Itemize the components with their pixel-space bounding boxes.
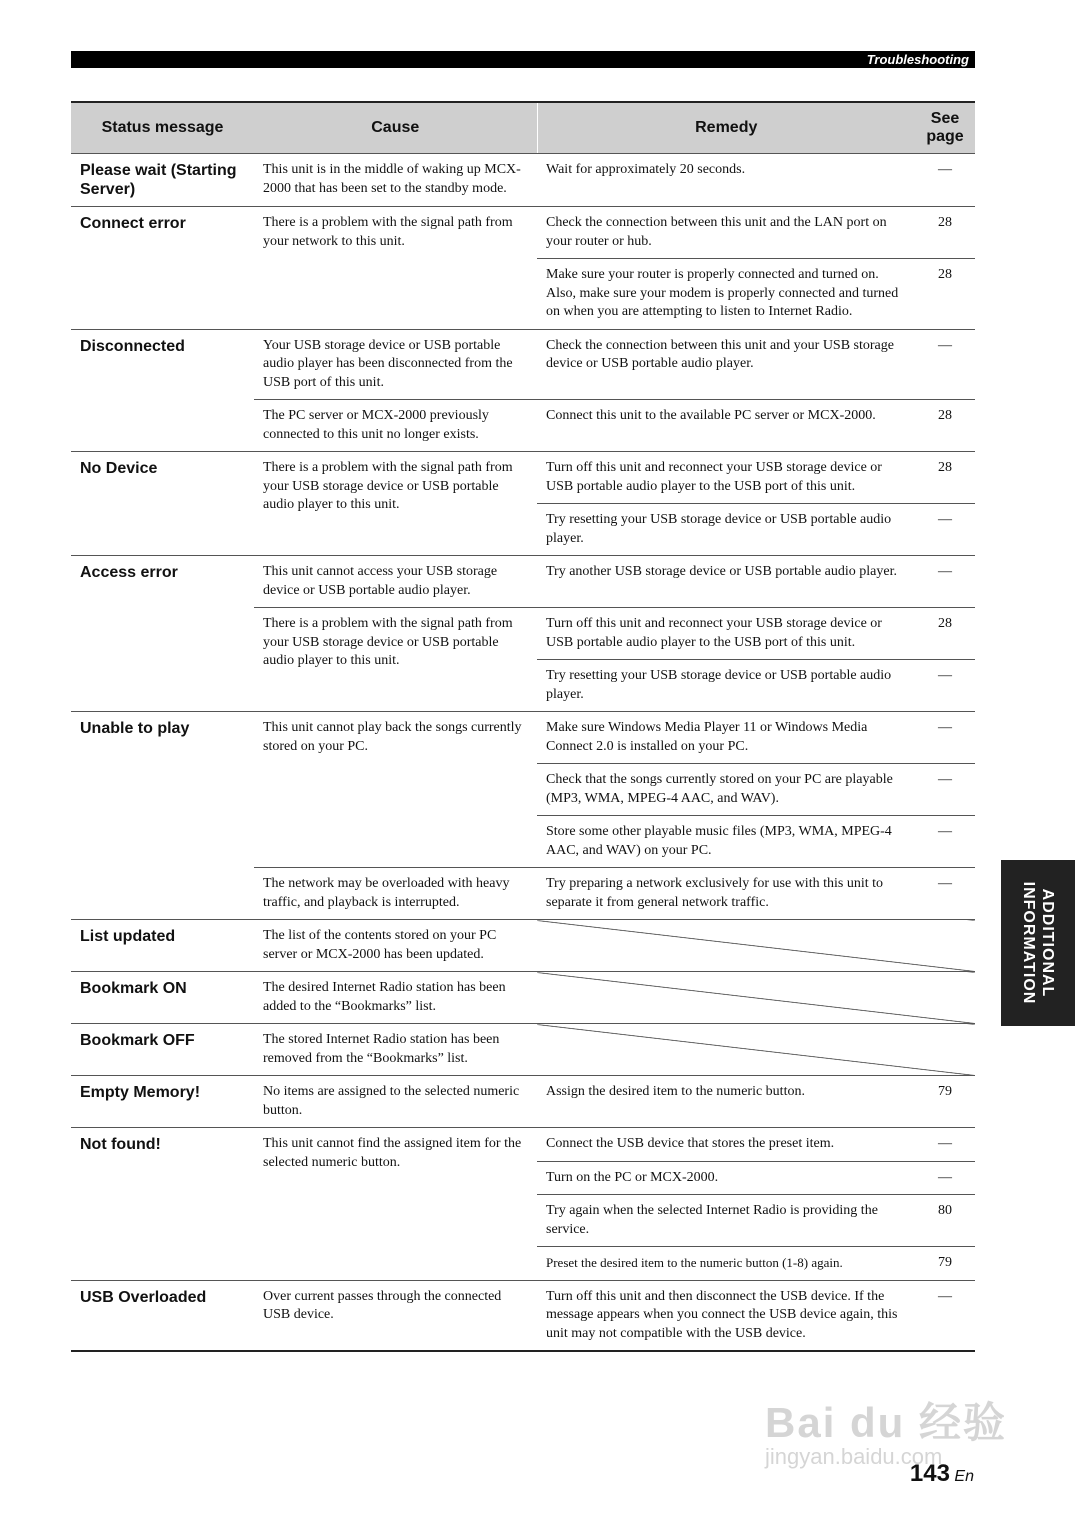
- cause-cell: The network may be overloaded with heavy traffic, and playback is interrupted.: [254, 868, 537, 920]
- status-cell: Bookmark ON: [71, 972, 254, 1024]
- page-cell: —: [915, 1161, 975, 1195]
- page-cell: —: [915, 712, 975, 764]
- remedy-cell: Connect the USB device that stores the preset item.: [537, 1128, 915, 1162]
- status-cell: Disconnected: [71, 329, 254, 452]
- status-cell: Not found!: [71, 1128, 254, 1281]
- cause-cell: Over current passes through the connected USB device.: [254, 1280, 537, 1351]
- page-cell: 28: [915, 452, 975, 504]
- page-cell: 80: [915, 1195, 975, 1247]
- column-header-remedy: Remedy: [537, 102, 915, 154]
- cause-cell: This unit cannot find the assigned item for the selected numeric button.: [254, 1128, 537, 1281]
- table-row: [71, 556, 975, 608]
- status-cell: List updated: [71, 920, 254, 972]
- status-cell: Access error: [71, 556, 254, 712]
- remedy-cell: Preset the desired item to the numeric button (1-8) again.: [537, 1247, 915, 1281]
- cause-cell: This unit cannot play back the songs currently stored on your PC.: [254, 712, 537, 868]
- not-applicable-cell: [537, 972, 975, 1024]
- table-row: [71, 920, 975, 972]
- section-title: Troubleshooting: [866, 52, 969, 67]
- remedy-cell: Store some other playable music files (MP3, WMA, MPEG-4 AAC, and WAV) on your PC.: [537, 816, 915, 868]
- cause-cell: There is a problem with the signal path from your USB storage device or USB portable audio player to this unit.: [254, 452, 537, 556]
- page-cell: —: [915, 816, 975, 868]
- side-tab-line2: INFORMATION: [1020, 881, 1037, 1005]
- status-cell: Bookmark OFF: [71, 1024, 254, 1076]
- remedy-cell: Check the connection between this unit and the LAN port on your router or hub.: [537, 207, 915, 259]
- page-cell: —: [915, 154, 975, 207]
- cause-cell: Your USB storage device or USB portable audio player has been disconnected from the USB port of this unit.: [254, 329, 537, 400]
- remedy-cell: Try resetting your USB storage device or USB portable audio player.: [537, 504, 915, 556]
- not-applicable-cell: [537, 1024, 975, 1076]
- cause-cell: There is a problem with the signal path from your USB storage device or USB portable audio player to this unit.: [254, 608, 537, 712]
- page-cell: —: [915, 764, 975, 816]
- remedy-cell: Try again when the selected Internet Radio is providing the service.: [537, 1195, 915, 1247]
- section-side-tab: [1001, 860, 1075, 1026]
- remedy-cell: Try resetting your USB storage device or USB portable audio player.: [537, 660, 915, 712]
- table-row: [71, 1280, 975, 1351]
- cause-cell: The desired Internet Radio station has been added to the “Bookmarks” list.: [254, 972, 537, 1024]
- remedy-cell: Turn off this unit and reconnect your USB storage device or USB portable audio player to the USB port of this unit.: [537, 452, 915, 504]
- status-cell: Empty Memory!: [71, 1076, 254, 1128]
- page-cell: —: [915, 1128, 975, 1162]
- watermark-logo: Bai du 经验: [765, 1399, 1008, 1446]
- remedy-cell: Check that the songs currently stored on your PC are playable (MP3, WMA, MPEG-4 AAC, and WAV).: [537, 764, 915, 816]
- table-row: [71, 329, 975, 400]
- table-row: [71, 1128, 975, 1162]
- table-row: [71, 1076, 975, 1128]
- cause-cell: This unit is in the middle of waking up MCX-2000 that has been set to the standby mode.: [254, 154, 537, 207]
- remedy-cell: Make sure your router is properly connected and turned on. Also, make sure your modem is properly connected and turned on when you are attempting to listen to Internet Radio.: [537, 259, 915, 330]
- column-header-status: Status message: [71, 102, 254, 154]
- status-cell: Connect error: [71, 207, 254, 330]
- remedy-cell: Assign the desired item to the numeric button.: [537, 1076, 915, 1128]
- page-cell: —: [915, 504, 975, 556]
- page-number-value: 143: [909, 1460, 950, 1487]
- table-row: [71, 207, 975, 259]
- cause-cell: The PC server or MCX-2000 previously connected to this unit no longer exists.: [254, 400, 537, 452]
- column-header-cause: Cause: [254, 102, 537, 154]
- table-row: [71, 712, 975, 764]
- header-bar: [71, 51, 975, 68]
- column-header-page: See page: [915, 102, 975, 154]
- page-cell: —: [915, 1280, 975, 1351]
- page-cell: 79: [915, 1076, 975, 1128]
- remedy-cell: Make sure Windows Media Player 11 or Windows Media Connect 2.0 is installed on your PC.: [537, 712, 915, 764]
- cause-cell: No items are assigned to the selected numeric button.: [254, 1076, 537, 1128]
- watermark-url: jingyan.baidu.com: [765, 1444, 943, 1469]
- remedy-cell: Turn on the PC or MCX-2000.: [537, 1161, 915, 1195]
- remedy-cell: Wait for approximately 20 seconds.: [537, 154, 915, 207]
- not-applicable-cell: [537, 920, 975, 972]
- remedy-cell: Check the connection between this unit and your USB storage device or USB portable audio player.: [537, 329, 915, 400]
- cause-cell: The list of the contents stored on your PC server or MCX-2000 has been updated.: [254, 920, 537, 972]
- status-cell: No Device: [71, 452, 254, 556]
- remedy-cell: Connect this unit to the available PC server or MCX-2000.: [537, 400, 915, 452]
- page-cell: 28: [915, 608, 975, 660]
- page-language: En: [954, 1468, 974, 1485]
- table-row: [71, 452, 975, 504]
- status-cell: Please wait (Starting Server): [71, 154, 254, 207]
- troubleshooting-table: [71, 101, 975, 1352]
- remedy-cell: Turn off this unit and reconnect your USB storage device or USB portable audio player to the USB port of this unit.: [537, 608, 915, 660]
- cause-cell: This unit cannot access your USB storage device or USB portable audio player.: [254, 556, 537, 608]
- page-cell: 79: [915, 1247, 975, 1281]
- remedy-cell: Turn off this unit and then disconnect the USB device. If the message appears when you connect the USB device again, this unit may not compatible with the USB device.: [537, 1280, 915, 1351]
- table-row: [71, 972, 975, 1024]
- watermark: [765, 1390, 1015, 1480]
- page-cell: 28: [915, 259, 975, 330]
- page-cell: —: [915, 329, 975, 400]
- table-row: [71, 1024, 975, 1076]
- status-cell: Unable to play: [71, 712, 254, 920]
- remedy-cell: Try preparing a network exclusively for use with this unit to separate it from general network traffic.: [537, 868, 915, 920]
- side-tab-text: [1019, 882, 1057, 1005]
- cause-cell: The stored Internet Radio station has been removed from the “Bookmarks” list.: [254, 1024, 537, 1076]
- page-number: [910, 1460, 974, 1488]
- table-header-row: [71, 102, 975, 154]
- remedy-cell: Try another USB storage device or USB portable audio player.: [537, 556, 915, 608]
- page-cell: —: [915, 868, 975, 920]
- status-cell: USB Overloaded: [71, 1280, 254, 1351]
- table-row: [71, 154, 975, 207]
- page-cell: 28: [915, 207, 975, 259]
- cause-cell: There is a problem with the signal path from your network to this unit.: [254, 207, 537, 330]
- page-cell: —: [915, 660, 975, 712]
- page-cell: —: [915, 556, 975, 608]
- side-tab-line1: ADDITIONAL: [1039, 888, 1056, 998]
- page-cell: 28: [915, 400, 975, 452]
